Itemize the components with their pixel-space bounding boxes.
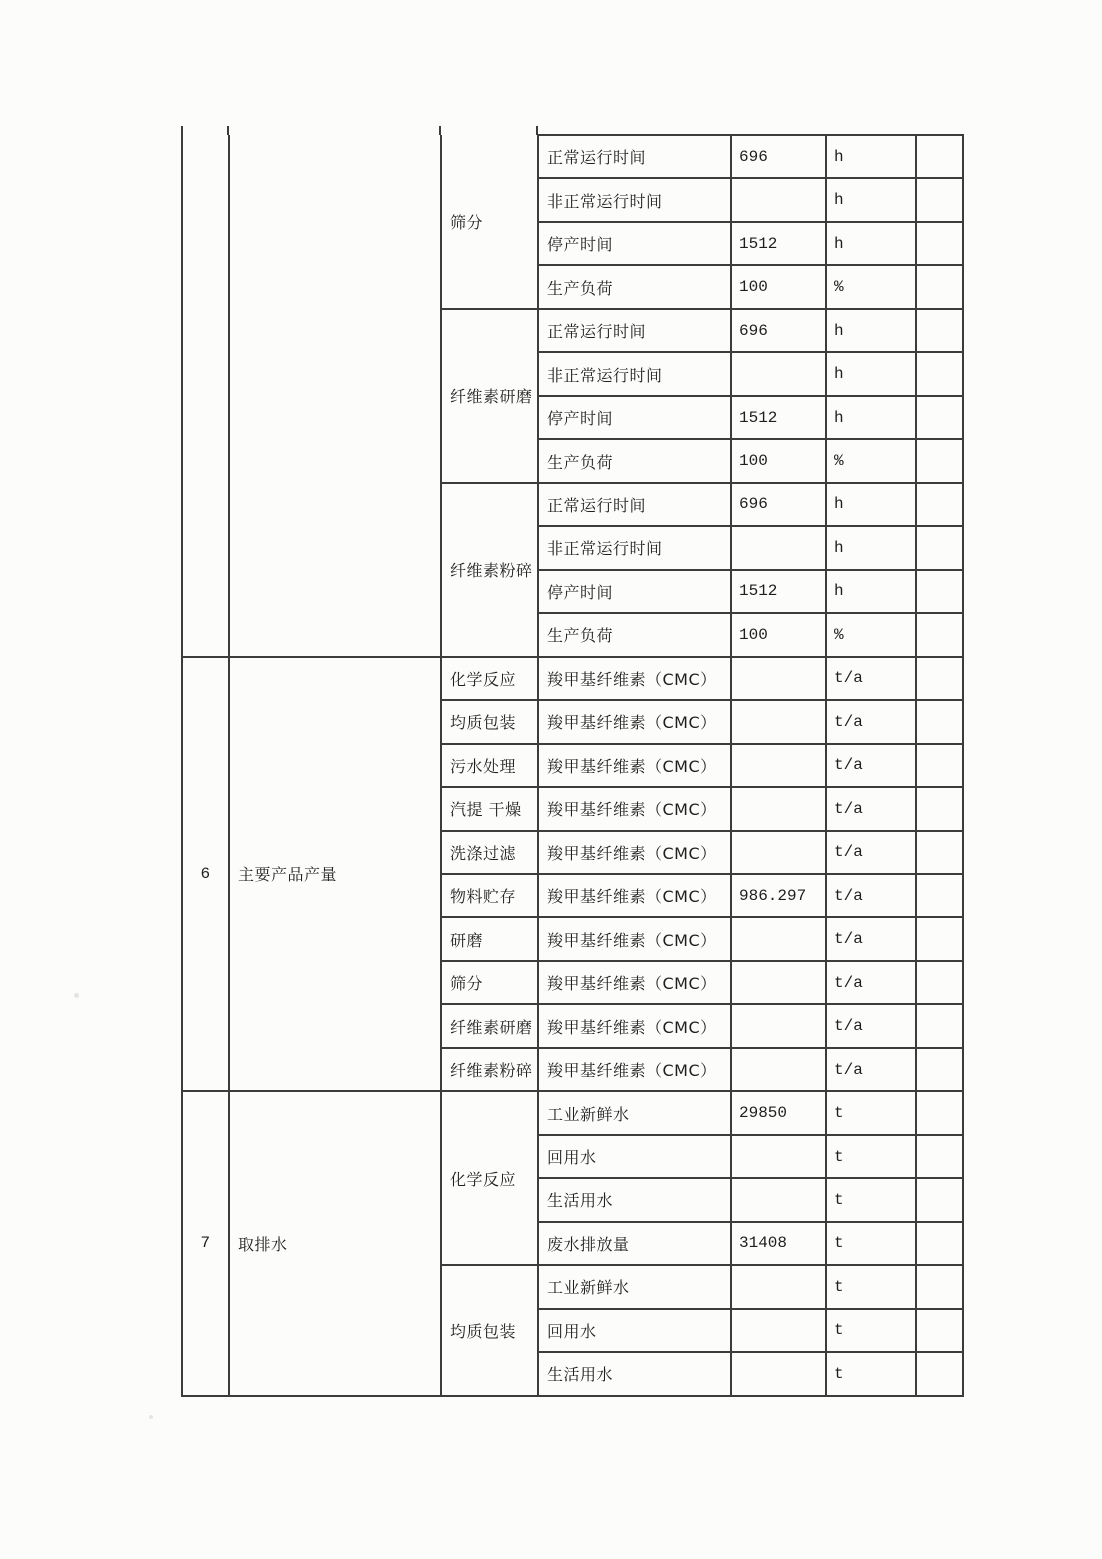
cell-value: 696 [731,135,826,178]
cell-unit: t [826,1265,916,1308]
cell-unit: t/a [826,831,916,874]
cell-process: 洗涤过滤 [441,831,538,874]
cell-unit: t/a [826,787,916,830]
cell-process: 纤维素研磨 [441,1004,538,1047]
cell-param: 正常运行时间 [538,135,731,178]
cell-unit: % [826,439,916,482]
cell-value [731,1265,826,1308]
cell-param: 废水排放量 [538,1222,731,1265]
cell-product: 羧甲基纤维素（CMC） [538,831,731,874]
cell-value [731,961,826,1004]
cell-value: 100 [731,265,826,308]
cell-value [731,700,826,743]
cell-unit: t [826,1352,916,1395]
cell-group-label: 均质包装 [441,1265,538,1395]
cell-unit: h [826,396,916,439]
cell-product: 羧甲基纤维素（CMC） [538,1004,731,1047]
cell-unit: t/a [826,744,916,787]
cell-section-title: 取排水 [229,1091,441,1395]
cell-empty [916,1222,963,1265]
cell-empty [916,874,963,917]
cell-value [731,917,826,960]
cell-empty [916,1265,963,1308]
cell-value [731,787,826,830]
cell-empty [916,526,963,569]
cell-value: 696 [731,483,826,526]
production-data-table [181,134,964,1397]
cell-value [731,178,826,221]
cell-unit: h [826,570,916,613]
cell-param: 回用水 [538,1309,731,1352]
cell-product: 羧甲基纤维素（CMC） [538,700,731,743]
cell-value: 100 [731,613,826,656]
cell-empty [916,1048,963,1091]
cell-process: 化学反应 [441,657,538,700]
scan-speck [74,993,79,998]
cell-empty [916,135,963,178]
cell-param: 停产时间 [538,222,731,265]
cell-empty [916,265,963,308]
cell-section-title-continued [229,135,441,657]
cell-unit: % [826,265,916,308]
cell-value [731,1048,826,1091]
cell-value: 31408 [731,1222,826,1265]
cell-empty [916,439,963,482]
cell-unit: t [826,1309,916,1352]
cell-unit: t/a [826,1048,916,1091]
cell-group-label: 筛分 [441,135,538,309]
cell-empty [916,309,963,352]
cell-section-number: 7 [182,1091,229,1395]
cell-unit: t/a [826,700,916,743]
cell-value [731,1309,826,1352]
cell-group-label: 纤维素粉碎 [441,483,538,657]
cell-value [731,1004,826,1047]
cell-param: 正常运行时间 [538,309,731,352]
cell-unit: t [826,1222,916,1265]
cell-unit: h [826,352,916,395]
cell-empty [916,744,963,787]
cell-product: 羧甲基纤维素（CMC） [538,744,731,787]
cell-param: 工业新鲜水 [538,1091,731,1134]
cell-unit: t/a [826,657,916,700]
cell-param: 生产负荷 [538,613,731,656]
table-row [182,1091,963,1134]
cell-section-number-continued [182,135,229,657]
cell-unit: t/a [826,917,916,960]
cell-section-number: 6 [182,657,229,1092]
cell-product: 羧甲基纤维素（CMC） [538,657,731,700]
cell-value [731,526,826,569]
cell-param: 停产时间 [538,570,731,613]
cell-empty [916,1309,963,1352]
cell-process: 纤维素粉碎 [441,1048,538,1091]
cell-product: 羧甲基纤维素（CMC） [538,961,731,1004]
cell-empty [916,831,963,874]
cell-product: 羧甲基纤维素（CMC） [538,787,731,830]
cell-process: 污水处理 [441,744,538,787]
cell-unit: h [826,309,916,352]
cell-unit: h [826,483,916,526]
cell-value: 1512 [731,570,826,613]
cell-empty [916,787,963,830]
cell-param: 正常运行时间 [538,483,731,526]
cell-process: 汽提 干燥 [441,787,538,830]
cell-param: 非正常运行时间 [538,352,731,395]
cell-value: 100 [731,439,826,482]
cell-process: 研磨 [441,917,538,960]
cell-unit: t/a [826,874,916,917]
cell-unit: h [826,178,916,221]
cell-param: 生产负荷 [538,265,731,308]
table-row [182,135,963,178]
cell-value [731,1178,826,1221]
cell-empty [916,1178,963,1221]
cell-empty [916,178,963,221]
cell-empty [916,613,963,656]
cell-group-label: 纤维素研磨 [441,309,538,483]
cell-unit: t [826,1135,916,1178]
cell-empty [916,1135,963,1178]
scan-speck [149,1415,153,1419]
cell-unit: h [826,135,916,178]
cell-unit: t/a [826,1004,916,1047]
cell-empty [916,483,963,526]
cell-param: 工业新鲜水 [538,1265,731,1308]
cell-empty [916,700,963,743]
cell-value: 986.297 [731,874,826,917]
cell-unit: h [826,526,916,569]
cell-param: 非正常运行时间 [538,526,731,569]
cell-empty [916,222,963,265]
cell-empty [916,1352,963,1395]
cell-unit: % [826,613,916,656]
cell-param: 生活用水 [538,1352,731,1395]
cell-empty [916,917,963,960]
cell-value: 1512 [731,222,826,265]
cell-unit: t [826,1178,916,1221]
cell-empty [916,961,963,1004]
cell-param: 非正常运行时间 [538,178,731,221]
cell-group-label: 化学反应 [441,1091,538,1265]
cell-unit: t [826,1091,916,1134]
cell-empty [916,1004,963,1047]
cell-value: 29850 [731,1091,826,1134]
cell-product: 羧甲基纤维素（CMC） [538,917,731,960]
cell-param: 停产时间 [538,396,731,439]
cell-process: 筛分 [441,961,538,1004]
cell-empty [916,1091,963,1134]
cell-param: 回用水 [538,1135,731,1178]
cell-value [731,1352,826,1395]
cell-param: 生活用水 [538,1178,731,1221]
cell-empty [916,396,963,439]
cell-value [731,352,826,395]
cell-empty [916,570,963,613]
cell-empty [916,657,963,700]
cell-section-title: 主要产品产量 [229,657,441,1092]
cell-unit: h [826,222,916,265]
cell-process: 均质包装 [441,700,538,743]
cell-value [731,1135,826,1178]
cell-empty [916,352,963,395]
cell-value [731,657,826,700]
cell-value [731,744,826,787]
table-row [182,657,963,700]
cell-param: 生产负荷 [538,439,731,482]
cell-value [731,831,826,874]
cell-product: 羧甲基纤维素（CMC） [538,1048,731,1091]
cell-value: 696 [731,309,826,352]
cell-value: 1512 [731,396,826,439]
cell-process: 物料贮存 [441,874,538,917]
cell-product: 羧甲基纤维素（CMC） [538,874,731,917]
cell-unit: t/a [826,961,916,1004]
